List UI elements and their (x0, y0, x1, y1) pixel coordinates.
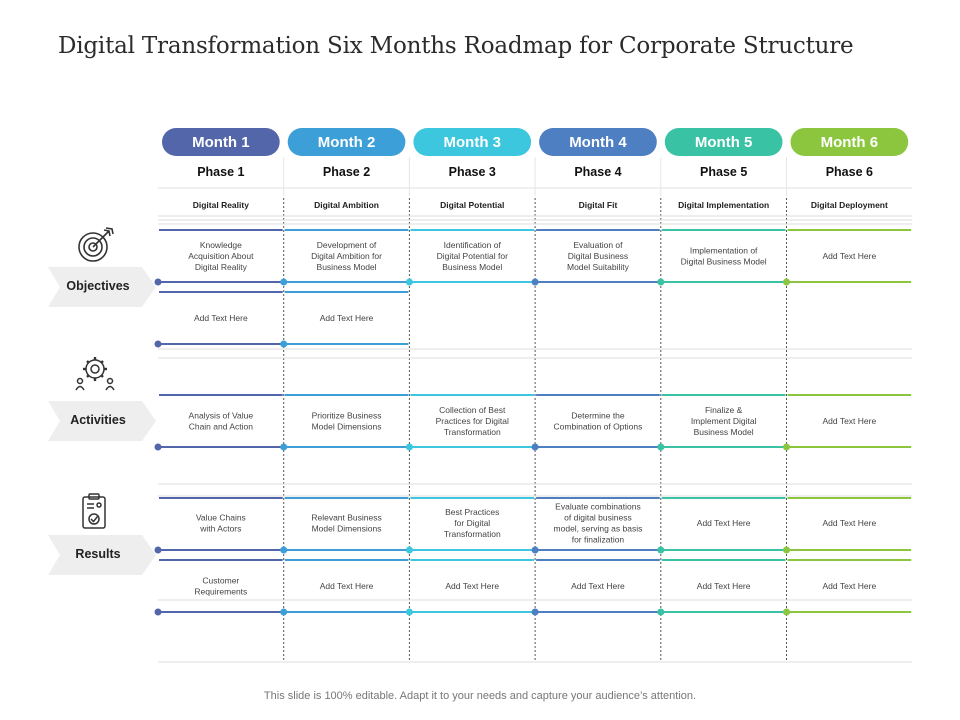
timeline-dot (532, 444, 539, 451)
cell-text-line: Digital Business (567, 251, 629, 261)
section-label-activities (48, 401, 156, 441)
timeline-dot (532, 547, 539, 554)
cell-text-line: Collection of Best (439, 405, 506, 415)
cell-text-line: Add Text Here (822, 581, 877, 591)
timeline-dot (280, 547, 287, 554)
cell-text (822, 416, 876, 426)
cell-text-line: Value Chains (195, 512, 246, 523)
cell-text (311, 240, 382, 272)
cell-text-line: Digital Business Model (680, 256, 767, 267)
timeline-dot (783, 444, 790, 451)
cell-text-line: Identification of (443, 240, 501, 250)
cell-text-line: of digital business (564, 512, 632, 523)
timeline-dot (657, 444, 664, 451)
timeline-dot (406, 444, 413, 451)
cell-text-line: for finalization (571, 534, 625, 545)
timeline-dot (532, 609, 539, 616)
phase-subtitle: Digital Ambition (314, 200, 379, 210)
section-label-text: Activities (70, 413, 126, 427)
footer-note: This slide is 100% editable. Adapt it to your needs and capture your audience’s attention. (263, 690, 697, 702)
cell-text (312, 411, 382, 432)
page-title: Digital Transformation Six Months Roadmap for Corporate Structure (58, 33, 854, 59)
cell-text-line: Finalize & (704, 405, 743, 415)
phase-subtitle: Digital Deployment (810, 200, 888, 210)
cell-text (320, 581, 374, 591)
cell-text-line: Model Dimensions (311, 421, 382, 432)
phase-label: Phase 6 (825, 165, 873, 179)
cell-text-line: Add Text Here (445, 581, 500, 591)
phase-subtitle: Digital Reality (192, 200, 249, 210)
cell-text (188, 240, 254, 272)
cell-text (194, 576, 247, 597)
month-label: Month 3 (443, 134, 501, 151)
timeline-dot (155, 609, 162, 616)
timeline-dot (280, 444, 287, 451)
cell-text-line: Implementation of (689, 245, 758, 256)
target-icon (76, 226, 116, 266)
timeline-dot (280, 609, 287, 616)
section-label-objectives (48, 267, 156, 307)
timeline-dot (657, 609, 664, 616)
phase-subtitle: Digital Implementation (678, 200, 770, 210)
cell-text-line: Add Text Here (319, 581, 374, 591)
cell-text-line: Knowledge (199, 240, 242, 250)
cell-text (697, 581, 751, 591)
cell-text-line: Practices for Digital (435, 416, 509, 426)
cell-text (554, 411, 643, 432)
cell-text-line: Add Text Here (822, 416, 877, 426)
month-label: Month 5 (694, 134, 753, 151)
phase-label: Phase 1 (197, 165, 245, 179)
timeline-dot (280, 341, 287, 348)
cell-text (437, 240, 509, 272)
timeline-dot (657, 547, 664, 554)
phase-label: Phase 5 (700, 165, 748, 179)
timeline-dot (406, 279, 413, 286)
cell-text (194, 313, 248, 323)
cell-text (822, 251, 876, 261)
timeline-dot (406, 609, 413, 616)
cell-text (567, 240, 630, 272)
cell-text-line: Transformation (443, 427, 501, 437)
cell-text-line: with Actors (200, 523, 242, 534)
cell-text (681, 246, 767, 267)
month-label: Month 6 (820, 134, 879, 151)
cell-text-line: model, serving as basis (553, 523, 643, 534)
cell-text-line: Model Suitability (567, 262, 629, 272)
timeline-dot (155, 444, 162, 451)
phase-subtitle: Digital Potential (440, 200, 505, 210)
timeline-dot (406, 547, 413, 554)
cell-text (436, 405, 509, 437)
cell-text-line: Add Text Here (822, 251, 877, 261)
phase-label: Phase 4 (574, 165, 622, 179)
cell-text (445, 581, 499, 591)
cell-text-line: Best Practices (445, 507, 500, 517)
cell-text-line: Relevant Business (311, 512, 382, 523)
cell-text-line: Evaluation of (573, 240, 623, 250)
cell-text (822, 581, 876, 591)
cell-text-line: Requirements (194, 586, 248, 597)
section-label-results (48, 535, 156, 575)
cell-text (697, 518, 751, 528)
cell-text-line: Add Text Here (696, 581, 751, 591)
cell-text-line: Evaluate combinations (555, 501, 641, 512)
timeline-dot (783, 609, 790, 616)
cell-text (320, 313, 374, 323)
timeline-dot (532, 279, 539, 286)
cell-text-line: Development of (316, 240, 377, 250)
phase-label: Phase 2 (322, 165, 371, 179)
timeline-dot (783, 547, 790, 554)
cell-text (571, 581, 625, 591)
cell-text-line: Digital Potential for (436, 251, 508, 261)
clipboard-icon (78, 493, 118, 533)
cell-text-line: Chain and Action (188, 421, 253, 432)
cell-text (196, 513, 246, 534)
cell-text-line: Customer (202, 575, 240, 586)
cell-text-line: Digital Ambition for (311, 251, 382, 261)
phase-label: Phase 3 (448, 165, 496, 179)
cell-text-line: Business Model (693, 427, 754, 437)
cell-text (554, 502, 643, 545)
cell-text-line: Acquisition About (188, 251, 254, 261)
phase-subtitle: Digital Fit (578, 200, 618, 210)
cell-text-line: Analysis of Value (188, 410, 254, 421)
timeline-dot (280, 279, 287, 286)
cell-text-line: Implement Digital (690, 416, 757, 426)
cell-text-line: Add Text Here (193, 313, 248, 323)
cell-text (311, 513, 381, 534)
cell-text-line: Add Text Here (696, 518, 751, 528)
gear-people-icon (74, 354, 114, 394)
cell-text-line: Business Model (316, 262, 377, 272)
cell-text (691, 405, 757, 437)
cell-text-line: Add Text Here (822, 518, 877, 528)
timeline-dot (155, 341, 162, 348)
cell-text-line: for Digital (454, 518, 491, 528)
cell-text (444, 507, 501, 539)
cell-text-line: Digital Reality (194, 262, 247, 272)
timeline-dot (783, 279, 790, 286)
cell-text (822, 518, 876, 528)
month-label: Month 4 (569, 134, 627, 151)
cell-text-line: Add Text Here (319, 313, 374, 323)
cell-text (189, 411, 254, 432)
cell-text-line: Business Model (442, 262, 503, 272)
month-label: Month 2 (317, 134, 376, 151)
cell-text-line: Determine the (571, 410, 625, 421)
cell-text-line: Prioritize Business (311, 410, 382, 421)
cell-text-line: Combination of Options (553, 421, 643, 432)
section-label-text: Results (75, 547, 121, 561)
section-label-text: Objectives (66, 279, 130, 293)
cell-text-line: Model Dimensions (311, 523, 382, 534)
cell-text-line: Add Text Here (571, 581, 625, 591)
month-label: Month 1 (192, 134, 250, 151)
timeline-dot (657, 279, 664, 286)
cell-text-line: Transformation (443, 529, 501, 539)
